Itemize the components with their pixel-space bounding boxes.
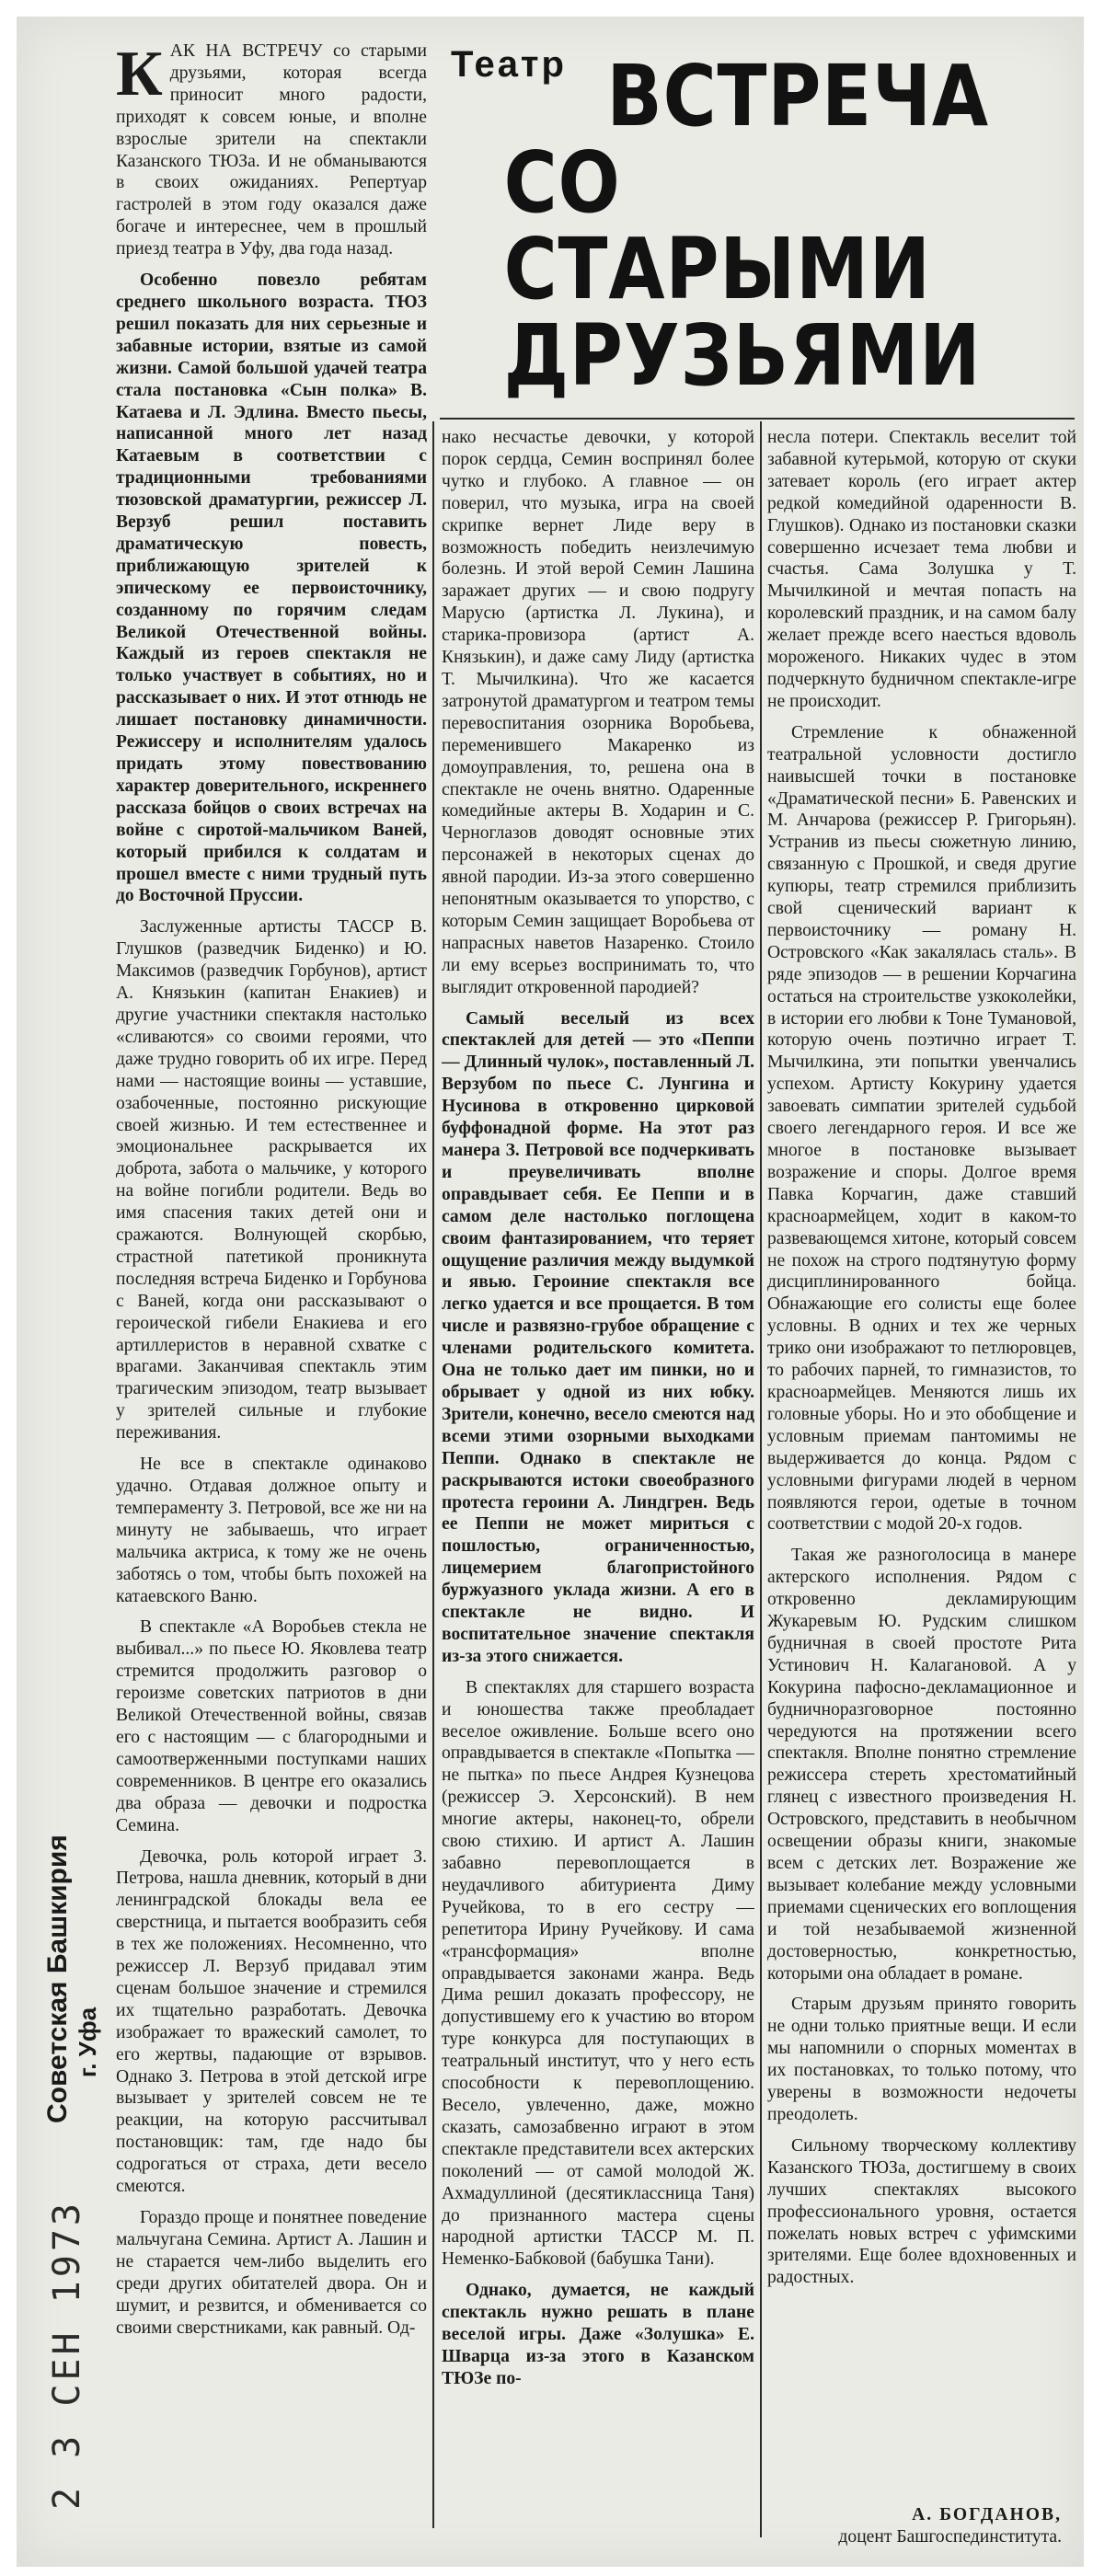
stamp-city: г. Уфа bbox=[74, 2007, 101, 2077]
paragraph: Однако, думается, не каждый спектакль нужно решать в плане веселой игры. Даже «Золушка» Е. Шварца из-за этого в Казанском ТЮЗе по- bbox=[442, 2281, 754, 2388]
paragraph: нако несчастье девочки, у которой порок сердца, Семин воспринял более чутко и глубоко. А главное — он поверил, что музыка, игра на своей скрипке вернет Лиде веру в возможность победить неизлечимую болезнь. И этой верой Семин Лашина заражает других — и свою подругу Марусю (артистка Л. Лукина), и старика-провизора (артист А. Князькин), и даже саму Лиду (артистка Т. Мычилкина). Что же касается затронутой драматургом и театром темы перевоспитания озорника Воробьева, переменившего Макаренко из домоуправления, то, решена она в спектакле не очень внятно. Одаренные комедийные актеры В. Ходарин и С. Черноглазов доводят основные этих персонажей в некоторых сценах до явной пародии. Из-за этого совершенно непонятным оказывается то упорство, с которым Семин защищает Воробьева от напрасных наветов Назаренко. Стоило ли ему всерьез воспринимать то, что выглядит откровенной пародией? bbox=[442, 428, 754, 997]
paragraph: В спектаклях для старшего возраста и юношества также преобладает веселое оживление. Больше всего оно оправдывается в спектакле «Попытка — не пытка» по пьесе Андрея Кузнецова (режиссер Э. Херсонский). В нем многие актеры, наконец-то, обрели свою стихию. И артист А. Лашин забавно перевоплощается в неудачливого абитуриента Диму Ручейкова, то в его сестру — репетитора Ирину Ручейкову. И сама «трансформация» вполне оправдывается законами жанра. Ведь Дима решил доказать профессору, не допустившему его к участию во втором туре конкурса для поступающих в театральный институт, что у него есть способности к перевоплощению. Весело, увлеченно, даже, можно сказать, самозабвенно играют в этом спектакле представители всех актерских поколений — от самой молодой Ж. Ахмадуллиной (десятиклассница Таня) до признанного мастера сцены народной артистки ТАССР М. П. Неменко-Бабковой (бабушка Тани). bbox=[442, 1677, 754, 2270]
headline-underline bbox=[440, 418, 1075, 420]
headline-line-1: ВСТРЕЧА bbox=[606, 47, 989, 145]
paragraph: несла потери. Спектакль веселит той забавной кутерьмой, которую от скуки затевает король (его играет актер редкой комедийной одаренности В. Глушков). Однако из постановки сказки совершенно исчезает тема любви и счастья. Сама Золушка у Т. Мычилкиной и мечтая попасть на королевский праздник, и на самом балу желает прежде всего наесться вдоволь мороженого. Никаких чудес в этом подчеркнуто будничном спектакле-игре не происходит. bbox=[767, 428, 1076, 711]
paragraph: Заслуженные артисты ТАССР В. Глушков (разведчик Биденко) и Ю. Максимов (разведчик Горбунов), артист А. Князькин (капитан Енакиев) и другие участники спектакля настолько «сливаются» со своими героями, что даже трудно говорить об их игре. Перед нами — настоящие воины — уставшие, озабоченные, постоянно рискующие своей жизнью. И тем естественнее и эмоциональнее раскрывается их доброта, забота о мальчике, у которого на войне погибли родители. Ведь во имя спасения таких детей они и сражаются. Волнующей скорбью, страстной патетикой проникнута последняя встреча Биденко и Горбунова с Ваней, когда они рассказывают о героической гибели Енакиева и его артиллеристов в неравной схватке с врагами. Заканчивая спектакль этим трагическим эпизодом, театр вызывает у зрителей сильные и глубокие переживания. bbox=[116, 917, 427, 1443]
paragraph: Такая же разноголосица в манере актерского исполнения. Рядом с откровенно декламирующим Жукаревым Ю. Рудским слишком будничная в своей простоте Рита Устинович Н. Калагановой. А у Кокурина пафосно-декламационное и будничноразговорное постоянно чередуются на протяжении всего спектакля. Вполне понятно стремление режиссера стереть хрестоматийный глянец с известного произведения Н. Островского, представить в необычном освещении образы книги, знакомые всем с детских лет. Возражение же вызывает колебание между условными приемами сценических его воплощения и той незабываемой жизненной достоверностью, конкретностью, которыми она обладает в романе. bbox=[767, 1546, 1076, 1984]
paragraph: Не все в спектакле одинаково удачно. Отдавая должное опыту и темпераменту З. Петровой, все же ни на минуту не забываешь, что играет мальчика актриса, к тому же не очень заботясь о том, чтобы быть похожей на катаевского Ваню. bbox=[116, 1455, 427, 1606]
headline-line-2: СО СТАРЫМИ bbox=[503, 133, 931, 318]
paragraph: Стремление к обнаженной театральной условности достигло наивысшей точки в постановке «Драматической песни» Б. Равенских и М. Анчарова (режиссер Р. Григорьян). Устранив из пьесы сюжетную линию, связанную с Прошкой, и сведя другие купюры, театр стремился приблизить свой сценический вариант к первоисточнику — роману Н. Островского «Как закалялась сталь». В ряде эпизодов — в решении Корчагина остаться на строительстве узкоколейки, в истории его любви к Тоне Тумановой, которую очень поэтично играет Т. Мычилкина, эти попытки увенчались успехом. Артисту Кокурину удается завоевать симпатии зрителей судьбой своего легендарного героя. И все же многое в постановке вызывает возражение и споры. Долгое время Павка Корчагин, даже ставший красноармейцем, ходит в каком-то развевающемся хитоне, который совсем не похож на строго подтянутую форму дисциплинированного бойца. Обнажающие его солисты еще более условны. В одних и тех же черных трико они изображают то петлюровцев, то рабочих парней, то гимназистов, то красноармейцев. Меняются лишь их головные уборы. Но и это обобщение и условным приемам пантомимы не выдерживается до конца. Рядом с условными фигурами людей в черном появляются герои, одетые в точном соответствии с модой 20-х годов. bbox=[767, 722, 1076, 1535]
article-column-3 bbox=[767, 427, 1076, 2497]
paragraph: Старым друзьям принято говорить не одни только приятные вещи. И если мы напомнили о спорных моментах в их постановках, то только потому, что уверены в возможности недочеты преодолеть. bbox=[767, 1995, 1076, 2124]
paragraph: АК НА ВСТРЕЧУ со старыми друзьями, которая всегда приносит много радости, приходят к совсем юные, и вполне взрослые зрители на спектакли Казанского ТЮЗа. И не обманываются в своих ожиданиях. Репертуар гастролей в этом году оказался даже богаче и интереснее, чем в прошлый приезд театра в Уфу, два года назад. bbox=[116, 41, 427, 259]
newspaper-clipping bbox=[17, 17, 1084, 2567]
stamp-newspaper-name: Советская Башкирия bbox=[42, 1834, 73, 2123]
rubric-label: Театр bbox=[451, 44, 567, 85]
paragraph: Самый веселый из всех спектаклей для детей — это «Пеппи — Длинный чулок», поставленный Л. Верзубом по пьесе С. Лунгина и Нусинова в откровенно цирковой буффонадной форме. На этот раз манера З. Петровой все подчеркивать и преувеличивать вполне оправдывает себя. Ее Пеппи и в самом деле настолько поглощена своим фантазированием, что теряет ощущение различия между выдумкой и явью. Героиние спектакля все легко удается и все прощается. В том числе и развязно-грубое обращение с членами родительского комитета. Она не только дает им пинки, но и обрывает у одной из них юбку. Зрители, конечно, весело смеются над всеми этими озорными выходками Пеппи. Однако в спектакле не раскрываются истоки своеобразного протеста героини А. Линдгрен. Ведь ее Пеппи не может мириться с пошлостью, ограниченностью, лицемерием благопристойного буржуазного уклада жизни. А его в спектакле не видно. И воспитательное значение спектакля из-за этого снижается. bbox=[442, 1008, 754, 1666]
paragraph: Сильному творческому коллективу Казанского ТЮЗа, достигшему в своих лучших спектаклях высокого профессионального уровня, остается пожелать новых встреч с уфимскими зрителями. Еще более вдохновенных и радостных. bbox=[767, 2135, 1076, 2288]
column-rule-1 bbox=[432, 421, 434, 2528]
paragraph: Гораздо проще и понятнее поведение мальчугана Семина. Артист А. Лашин и не старается чем-либо выделить его среди других обитателей двора. Он и шумит, и резвится, и обменивается со своими сверстниками, как равный. Од- bbox=[116, 2208, 427, 2338]
author-name: А. БОГДАНОВ, bbox=[912, 2505, 1062, 2524]
paragraph: Особенно повезло ребятам среднего школьного возраста. ТЮЗ решил показать для них серьезные и забавные истории, взятые из самой жизни. Самой большой удачей театра стала постановка «Сын полка» В. Катаева и Л. Эдлина. Вместо пьесы, написанной много лет назад Катаевым в соответствии с традиционными требованиями тюзовской драматургии, режиссер Л. Верзуб решил поставить драматическую повесть, приближающую зрителей к эпическому ее первоисточнику, созданному по горячим следам Великой Отечественной войны. Каждый из героев спектакля не только участвует в событиях, но и рассказывает о них. И этот отнюдь не лишает постановку динамичности. Режиссеру и исполнителям удалось придать этому повествованию характер доверительного, искреннего рассказа бойцов о своих встречах на войне с сиротой-мальчиком Ваней, который прибился к солдатам и прошел вместе с ними трудный путь до Восточной Пруссии. bbox=[116, 270, 427, 906]
article-column-1 bbox=[116, 40, 427, 2563]
headline-line-3: ДРУЗЬЯМИ bbox=[503, 306, 982, 405]
column-rule-2 bbox=[760, 421, 762, 2537]
article-headline bbox=[456, 47, 995, 405]
paragraph: Девочка, роль которой играет З. Петрова, нашла дневник, который в дни ленинградской блокады вела ее сверстница, и пытается вообразить себя в тех же положениях. Несомненно, что режиссер Л. Верзуб придавал этим сценам большое значение и стремился их тщательно разработать. Девочка изображает то вражеский самолет, то его жертвы, падающие от взрывов. Однако З. Петрова в этой детской игре вызывает у зрителей совсем не те реакции, на которую рассчитывал постановщик: там, где надо бы содрогаться от страха, дети весело смеются. bbox=[116, 1846, 427, 2197]
paragraph: В спектакле «А Воробьев стекла не выбивал...» по пьесе Ю. Яковлева театр стремится продолжить разговор о героизме советских патриотов в дни Великой Отечественной войны, связав его с настоящим — с благородными и самоотверженными поступками наших современников. В центре его оказались два образа — девочки и подростка Семина. bbox=[116, 1617, 427, 1835]
archive-stamp bbox=[37, 1516, 103, 2519]
drop-cap: К bbox=[116, 40, 163, 109]
author-role: доцент Башгоспединститута. bbox=[838, 2527, 1062, 2547]
author-signature bbox=[786, 2504, 1062, 2548]
article-column-2 bbox=[442, 427, 754, 2563]
stamp-date: 2 3 СЕН 1973 bbox=[46, 2200, 88, 2510]
